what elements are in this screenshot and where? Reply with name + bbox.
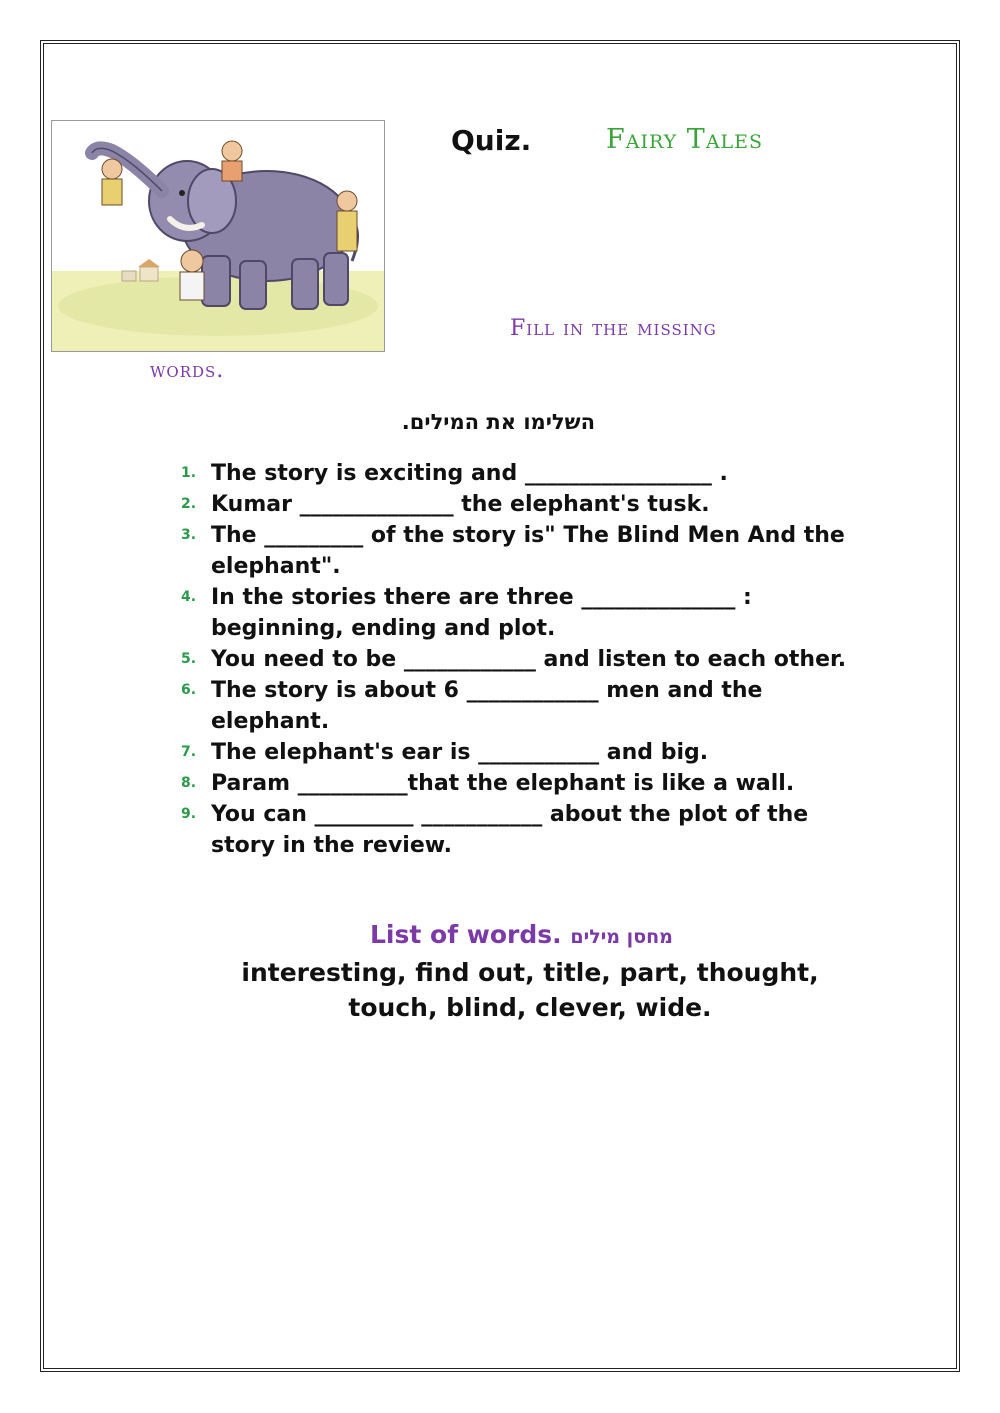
hebrew-instruction: השלימו את המילים. <box>401 410 595 434</box>
question-item <box>175 644 855 675</box>
question-number: 6. <box>181 682 197 698</box>
elephant-illustration <box>51 120 385 352</box>
question-text: Param __________that the elephant is like a wall. <box>211 771 795 796</box>
word-bank-title-english: List of words. <box>370 920 562 949</box>
question-item <box>175 799 855 861</box>
question-text: You need to be ____________ and listen to each other. <box>211 647 847 672</box>
question-text: You can _________ ___________ about the plot of the story in the review. <box>211 802 809 858</box>
question-number: 7. <box>181 744 197 760</box>
question-text: The elephant's ear is ___________ and big. <box>211 740 709 765</box>
quiz-label: Quiz. <box>451 124 532 157</box>
question-number: 9. <box>181 806 197 822</box>
question-item <box>175 458 855 489</box>
question-text: The _________ of the story is" The Blind Men And the elephant". <box>211 523 845 579</box>
word-bank-list: interesting, find out, title, part, thought, touch, blind, clever, wide. <box>241 958 819 1022</box>
quiz-topic: Fairy Tales <box>606 124 764 155</box>
question-item <box>175 520 855 582</box>
question-text: Kumar ______________ the elephant's tusk. <box>211 492 710 517</box>
instruction-line-2: words. <box>150 358 225 383</box>
question-number: 2. <box>181 496 197 512</box>
question-number: 5. <box>181 651 197 667</box>
word-bank-title <box>370 920 673 949</box>
question-number: 8. <box>181 775 197 791</box>
instruction-line-1: Fill in the missing <box>510 316 717 341</box>
question-number: 1. <box>181 465 197 481</box>
question-text: The story is about 6 ____________ men and the elephant. <box>211 678 763 734</box>
elephant-blind-men-icon <box>52 121 384 351</box>
question-number: 3. <box>181 527 197 543</box>
question-text: In the stories there are three ______________ : beginning, ending and plot. <box>211 585 752 641</box>
question-item <box>175 489 855 520</box>
question-list <box>175 458 855 861</box>
question-item <box>175 675 855 737</box>
question-item <box>175 737 855 768</box>
question-number: 4. <box>181 589 197 605</box>
question-text: The story is exciting and _________________ . <box>211 461 728 486</box>
question-item <box>175 582 855 644</box>
question-item <box>175 768 855 799</box>
word-bank-title-hebrew: מחסן מילים <box>570 926 673 948</box>
